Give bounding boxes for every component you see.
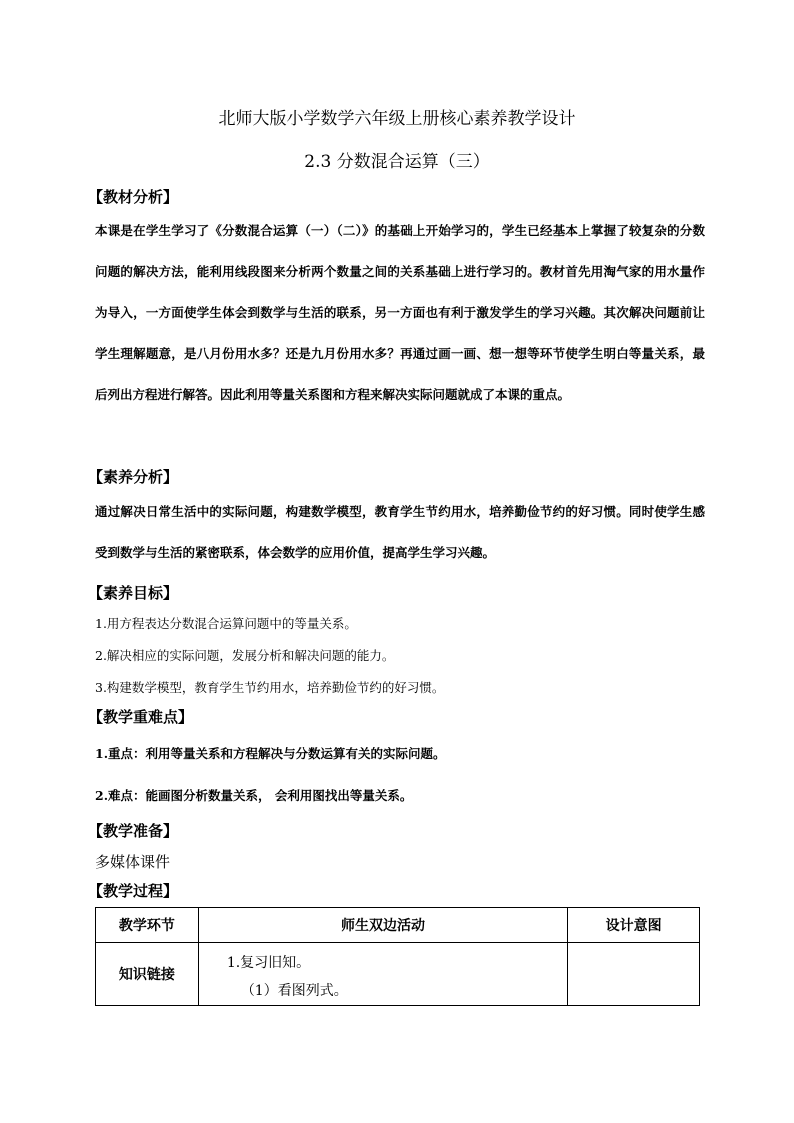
stage-cell: 知识链接 [96, 943, 199, 1006]
analysis-heading: 【教材分析】 [88, 188, 179, 206]
document-title: 北师大版小学数学六年级上册核心素养教学设计 [218, 109, 576, 129]
goal-item: 2.解决相应的实际问题，发展分析和解决问题的能力。 [95, 648, 395, 663]
activity-line: 1.复习旧知。 [226, 955, 311, 971]
process-table [95, 907, 700, 1006]
table-header-row [96, 908, 700, 943]
intent-cell [568, 943, 700, 1006]
goal-item: 3.构建数学模型，教育学生节约用水，培养勤俭节约的好习惯。 [95, 680, 445, 695]
literacy-heading: 【素养分析】 [88, 468, 179, 486]
column-header: 教学环节 [96, 908, 199, 943]
column-header: 设计意图 [568, 908, 700, 943]
prep-heading: 【教学准备】 [88, 822, 179, 840]
lesson-title: 2.3 分数混合运算（三） [304, 152, 490, 172]
goals-heading: 【素养目标】 [88, 584, 179, 602]
goal-item: 1.用方程表达分数混合运算问题中的等量关系。 [95, 616, 357, 631]
activity-line: （1）看图列式。 [240, 983, 348, 999]
keypoint-item: 1.重点：利用等量关系和方程解决与分数运算有关的实际问题。 [95, 746, 446, 761]
process-heading: 【教学过程】 [88, 882, 179, 900]
table-row [96, 943, 700, 1006]
activity-cell [198, 943, 567, 1006]
column-header: 师生双边活动 [198, 908, 567, 943]
analysis-paragraph: 本课是在学生学习了《分数混合运算（一）（二）》的基础上开始学习的，学生已经基本上掌握了较复杂的分数问题的解决方法，能利用线段图来分析两个数量之间的关系基础上进行学习的。教材首先用淘气家的用水量作为导入，一方面使学生体会到数学与生活的联系，另一方面也有利于激发学生的学习兴趣。其次解决问题前让学生理解题意，是八月份用水多？还是九月份用水多？再通过画一画、想一想等环节使学生明白等量关系，最后列出方程进行解答。因此利用等量关系图和方程来解决实际问题就成了本课的重点。 [95, 223, 705, 402]
prep-text: 多媒体课件 [95, 853, 171, 871]
keypoints-heading: 【教学重难点】 [88, 708, 194, 726]
keypoint-item: 2.难点：能画图分析数量关系， 会利用图找出等量关系。 [95, 788, 413, 803]
literacy-paragraph: 通过解决日常生活中的实际问题，构建数学模型，教育学生节约用水，培养勤俭节约的好习惯。同时使学生感受到数学与生活的紧密联系，体会数学的应用价值，提高学生学习兴趣。 [95, 504, 705, 560]
